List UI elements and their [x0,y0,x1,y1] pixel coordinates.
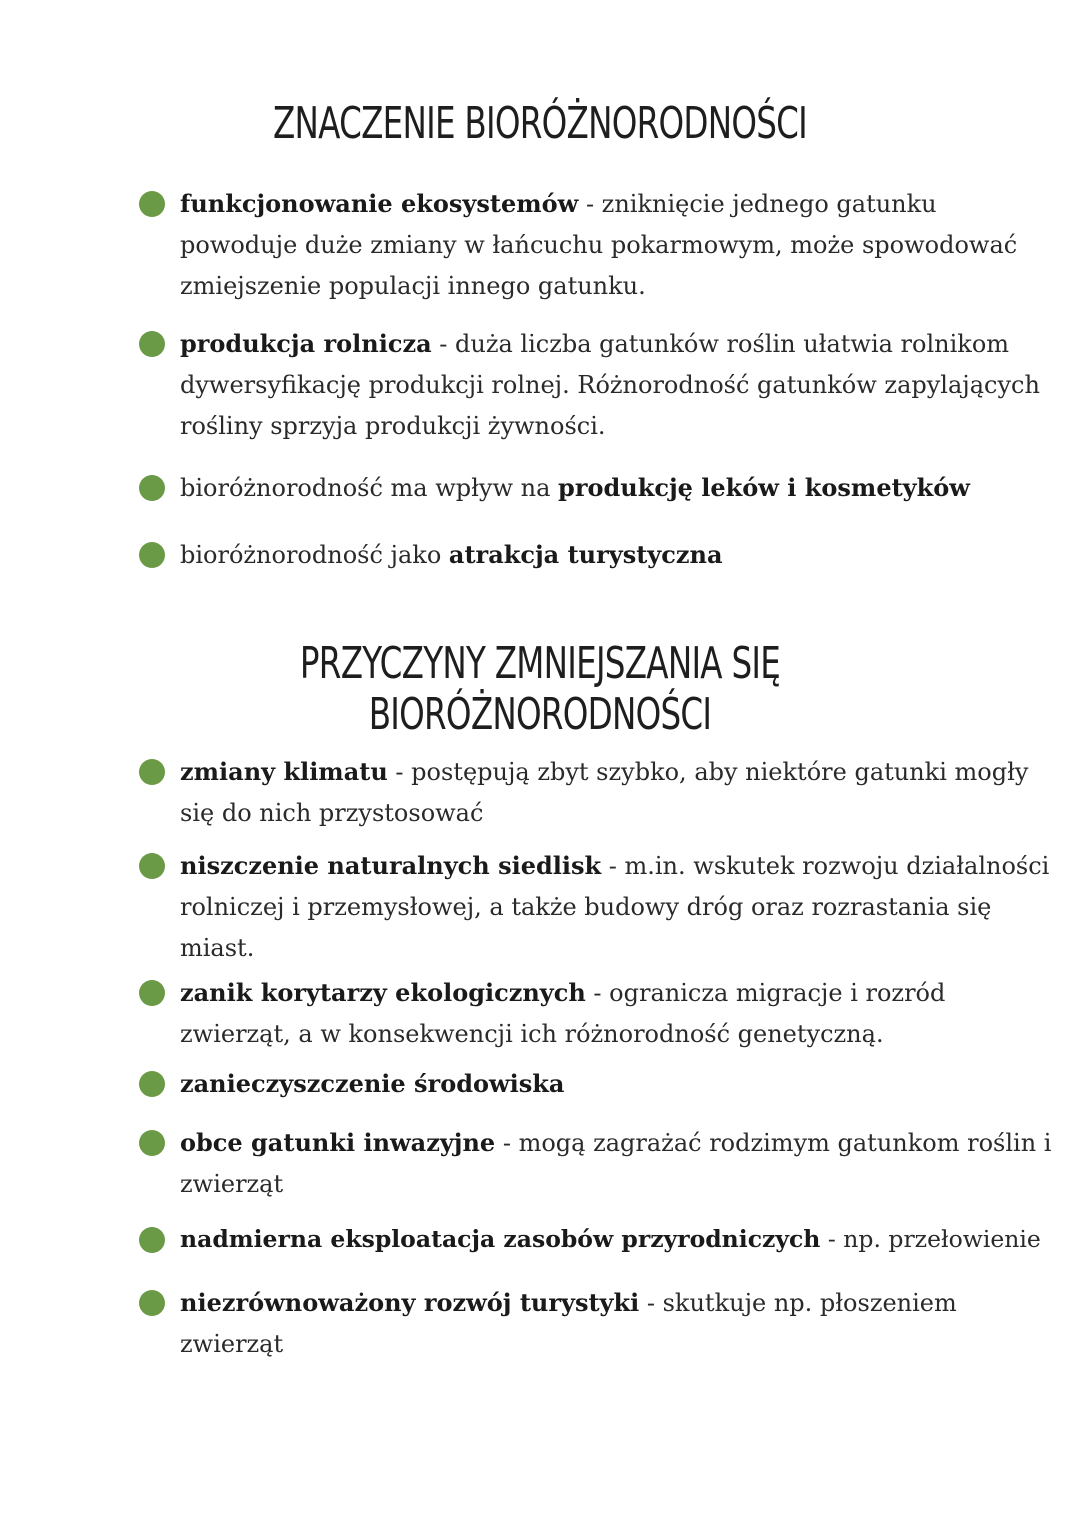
item-text: - ogranicza migracje i rozród zwierząt, a w konsekwencji ich różnorodność genetyczną. [180,979,946,1048]
list-item [180,323,1060,447]
item-bold: produkcję leków i kosmetyków [558,473,970,502]
bullet-icon [139,980,165,1006]
item-bold: niszczenie naturalnych siedlisk [180,851,602,880]
item-bold: zanieczyszczenie środowiska [180,1069,565,1098]
list-item [180,1219,1070,1260]
list-item [180,845,1060,969]
list-item [180,1063,1060,1105]
section-1-title: ZNACZENIE BIORÓŻNORODNOŚCI [272,98,808,149]
item-text: - np. przełowienie [820,1225,1041,1253]
item-bold: zmiany klimatu [180,757,388,786]
bullet-icon [139,475,165,501]
bullet-icon [139,331,165,357]
item-text: bioróżnorodność jako [180,541,449,569]
item-bold: atrakcja turystyczna [448,540,723,569]
list-item [180,1122,1060,1205]
bullet-icon [139,1071,165,1097]
list-item [180,183,1060,307]
bullet-icon [139,853,165,879]
bullet-icon [139,1130,165,1156]
list-item [180,467,1060,509]
item-bold: niezrównoważony rozwój turystyki [180,1288,640,1317]
bullet-icon [139,759,165,785]
item-text: - duża liczba gatunków roślin ułatwia rolnikom dywersyfikację produkcji rolnej. Różnorodność gatunków zapylających rośliny sprzyja produkcji żywności. [180,330,1040,440]
bullet-icon [139,191,165,217]
item-text: - m.in. wskutek rozwoju działalności rolniczej i przemysłowej, a także budowy dróg oraz rozrastania się miast. [180,852,1050,962]
item-text: bioróżnorodność ma wpływ na [180,474,559,502]
bullet-icon [139,1290,165,1316]
bullet-icon [139,1227,165,1253]
list-item [180,972,1060,1055]
item-bold: funkcjonowanie ekosystemów [180,189,579,218]
section-2-title: PRZYCZYNY ZMNIEJSZANIA SIĘ BIORÓŻNORODNOŚCI [299,638,781,740]
bullet-icon [139,542,165,568]
item-text: - skutkuje np. płoszeniem zwierząt [180,1289,957,1358]
item-bold: obce gatunki inwazyjne [180,1128,496,1157]
item-text: - postępują zbyt szybko, aby niektóre gatunki mogły się do nich przystosować [180,758,1029,827]
item-text: - mogą zagrażać rodzimym gatunkom roślin i zwierząt [180,1129,1052,1198]
list-item [180,534,1060,576]
item-bold: zanik korytarzy ekologicznych [180,978,586,1007]
item-bold: nadmierna eksploatacja zasobów przyrodniczych [180,1225,821,1253]
list-item [180,751,1060,834]
list-item [180,1282,1060,1365]
item-bold: produkcja rolnicza [180,329,432,358]
item-text: - zniknięcie jednego gatunku powoduje duże zmiany w łańcuchu pokarmowym, może spowodować zmiejszenie populacji innego gatunku. [180,190,1018,300]
